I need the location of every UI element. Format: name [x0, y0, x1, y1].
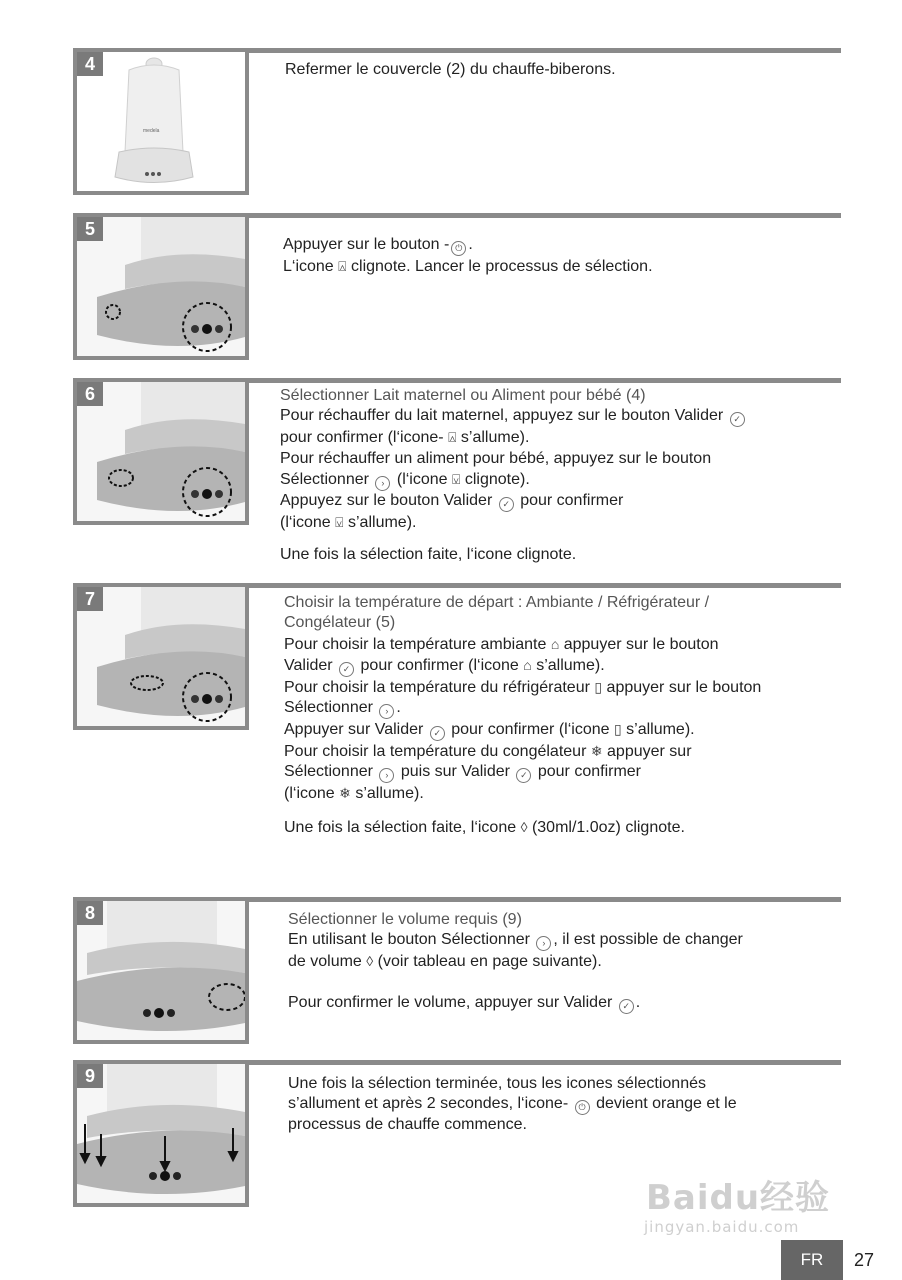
step-5-text [283, 235, 653, 277]
next-icon: › [379, 704, 394, 719]
bottle-icon: ⍓ [338, 258, 347, 274]
check-icon: ✓ [730, 412, 745, 427]
step-7-line: Pour choisir la température ambiante [284, 635, 547, 653]
step-6-text [280, 386, 747, 565]
watermark-logo: Baidu经验 [646, 1178, 831, 1218]
step-8-number: 8 [77, 901, 103, 925]
step-6-footer: Une fois la sélection faite, l‘icone clignote. [280, 546, 577, 564]
drop-icon: ◊ [520, 818, 528, 835]
check-icon: ✓ [516, 768, 531, 783]
step-7-line: puis sur Valider [400, 763, 510, 781]
step-7-number: 7 [77, 587, 103, 611]
step-6-line: (l‘icone [280, 513, 331, 531]
watermark-url: jingyan.baidu.com [644, 1218, 800, 1236]
language-tag: FR [781, 1240, 843, 1280]
step-7-footer: (30ml/1.0oz) clignote. [531, 818, 685, 836]
step-7-heading: Choisir la température de départ : Ambiante / Réfrigérateur / [284, 594, 710, 611]
step-8-line: Pour confirmer le volume, appuyer sur Valider [288, 993, 613, 1011]
step-5-line-1: Appuyer sur le bouton - [283, 236, 450, 253]
check-icon: ✓ [339, 662, 354, 677]
step-7-line: (l‘icone [284, 785, 335, 803]
step-8-line: (voir tableau en page suivante). [377, 953, 602, 971]
check-icon: ✓ [619, 999, 634, 1014]
step-6-line: s’allume). [348, 513, 417, 531]
step-7-line: pour confirmer (l‘icone [451, 721, 610, 739]
step-5-line-2a: L‘icone [283, 258, 334, 275]
next-icon: › [375, 476, 390, 491]
step-7-line: appuyer sur le bouton [563, 635, 719, 653]
snowflake-icon: ❄ [590, 743, 603, 760]
step-6-line: Pour réchauffer du lait maternel, appuyez sur le bouton Valider [280, 407, 724, 425]
step-5-number: 5 [77, 217, 103, 241]
step-9-line: Une fois la sélection terminée, tous les icones sélectionnés [288, 1075, 706, 1092]
step-7-line: Sélectionner [284, 763, 373, 781]
step-8-image [73, 897, 249, 1044]
power-icon: ⏻ [451, 241, 466, 256]
fridge-icon: ▯ [594, 678, 603, 695]
next-icon: › [379, 768, 394, 783]
step-6-line: pour confirmer (l‘icone- [280, 429, 444, 447]
step-9-number: 9 [77, 1064, 103, 1088]
step-9-line: processus de chauffe commence. [288, 1116, 527, 1134]
step-7-line: s’allume). [536, 656, 605, 674]
step-9-line: devient orange et le [596, 1095, 737, 1113]
step-6-line: (l‘icone [396, 470, 448, 488]
next-icon: › [536, 936, 551, 951]
step-7-line: pour confirmer (l‘icone [360, 656, 519, 674]
fridge-icon: ▯ [613, 721, 622, 738]
step-9-image [73, 1060, 249, 1207]
step-4-number: 4 [77, 52, 103, 76]
step-5-image [73, 213, 249, 360]
step-6-line: s’allume). [460, 429, 530, 447]
step-7-line: Pour choisir la température du congélateur [284, 743, 587, 761]
step-5-line-1-end: . [468, 236, 473, 253]
step-9-text [288, 1074, 737, 1136]
step-6-image [73, 378, 249, 525]
drop-icon: ◊ [366, 953, 374, 970]
brand-label: medela [143, 128, 160, 134]
snowflake-icon: ❄ [339, 785, 351, 802]
step-7-image [73, 583, 249, 730]
step-6-line: Pour réchauffer un aliment pour bébé, appuyez sur le bouton [280, 449, 712, 467]
step-7-line: appuyer sur le bouton [606, 678, 762, 696]
step-8-text: Sélectionner le volume requis (9) En utilisant le bouton Sélectionner › , il est possible de changer de volume ◊ (voir tableau en page suivante). Pour confirmer le volume, appuyer sur Valider ✓ . [288, 910, 743, 1014]
bottle-icon: ⍓ [448, 429, 457, 446]
step-7-line: pour confirmer [537, 763, 642, 781]
step-7-line: appuyer sur [607, 743, 692, 761]
step-8-line: de volume [288, 953, 362, 971]
step-4-image [73, 48, 249, 195]
step-7-heading: Congélateur (5) [284, 614, 396, 632]
step-6-number: 6 [77, 382, 103, 406]
step-7-line: Sélectionner [284, 699, 373, 717]
step-6-line: Appuyez sur le bouton Valider [280, 491, 493, 509]
step-7-line: Appuyer sur Valider [284, 721, 424, 739]
check-icon: ✓ [499, 497, 514, 512]
house-icon: ⌂ [523, 656, 532, 673]
step-7-line: s’allume). [626, 721, 695, 739]
step-4-line: Refermer le couvercle (2) du chauffe-biberons. [285, 61, 616, 78]
page-number: 27 [853, 1249, 875, 1270]
step-6-heading: Sélectionner Lait maternel ou Aliment pour bébé (4) [280, 387, 646, 404]
step-7-footer: Une fois la sélection faite, l‘icone [284, 818, 517, 836]
jar-icon: ⍌ [335, 513, 344, 530]
step-8-heading: Sélectionner le volume requis (9) [288, 911, 522, 928]
step-7-line: s’allume). [355, 785, 424, 803]
step-4-text [285, 60, 616, 80]
step-6-line: clignote). [464, 470, 530, 488]
step-7-line: Valider [284, 656, 333, 674]
step-5-line-2b: clignote. Lancer le processus de sélection. [351, 258, 653, 275]
step-9-line: s’allument et après 2 secondes, l‘icone- [288, 1095, 569, 1113]
step-8-line: , il est possible de changer [553, 931, 743, 949]
baidu-watermark [640, 1148, 860, 1240]
step-8-line: En utilisant le bouton Sélectionner [288, 931, 530, 949]
jar-icon: ⍌ [452, 470, 461, 487]
step-7-text: Choisir la température de départ : Ambiante / Réfrigérateur / Congélateur (5) Pour choisir la température ambiante ⌂ appuyer sur le bouton Valider ✓ pour confirmer (l‘icone ⌂ s’allume). Pour choisir la température du réfrigérateur ▯ appuyer sur le bouton Sélectionner › . Appuyer sur Valider ✓ pour confirmer (l‘icone ▯ s’allume). Pour choisir la température du congélateur ❄ appuyer sur Sélectionner › puis sur Valider ✓ pour confirmer (l‘icone ❄ s’allume). Une fois la sélection faite, l‘icone ◊ (30ml/1.0oz) clignote. [284, 594, 762, 836]
step-7-line: Pour choisir la température du réfrigérateur [284, 678, 590, 696]
step-6-line: Sélectionner [280, 470, 369, 488]
power-icon: ⏻ [575, 1100, 590, 1115]
step-6-line: pour confirmer [520, 491, 624, 509]
house-icon: ⌂ [550, 635, 560, 652]
check-icon: ✓ [430, 726, 445, 741]
